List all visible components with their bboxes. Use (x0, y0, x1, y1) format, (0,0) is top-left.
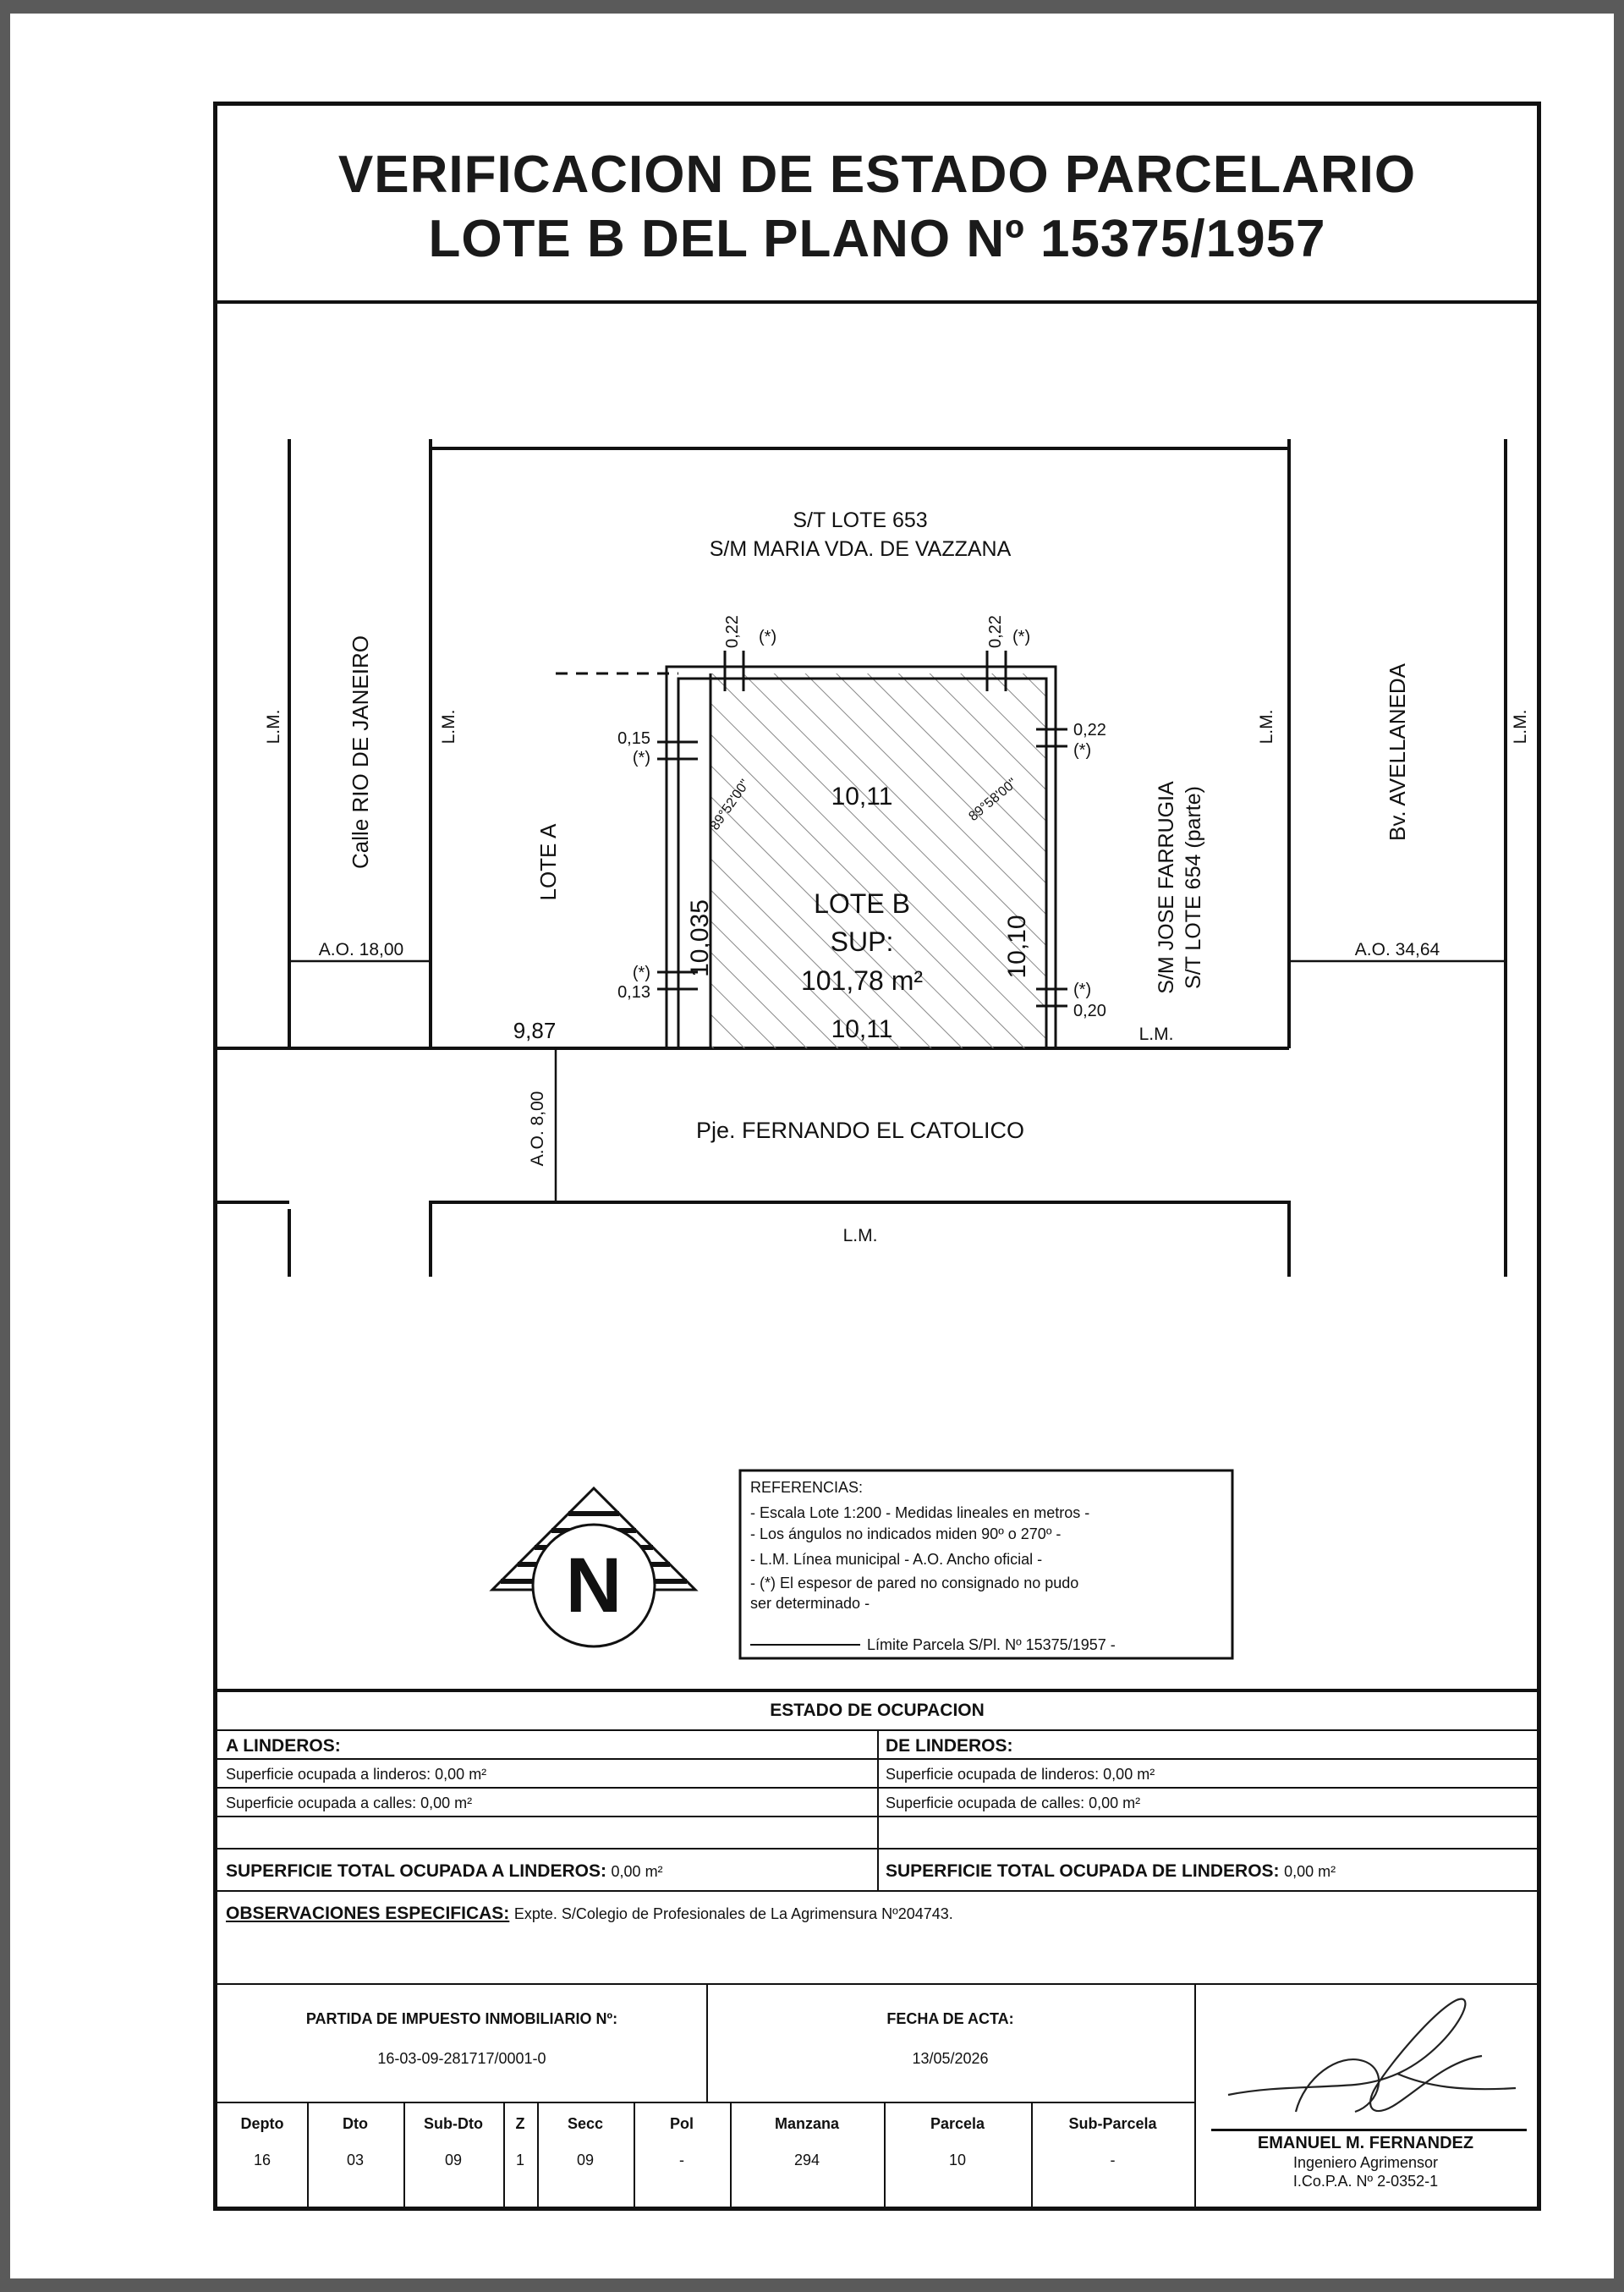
lm-label-west-outer: L.M. (264, 709, 283, 745)
reference-item: - (*) El espesor de pared no consignado no pudo (750, 1575, 1079, 1591)
reference-item: ser determinado - (750, 1595, 870, 1612)
wall-right-top-dim: 0,22 (1073, 721, 1106, 739)
references-title: REFERENCIAS: (750, 1479, 864, 1496)
total-a-label: SUPERFICIE TOTAL OCUPADA A LINDEROS: (226, 1861, 606, 1881)
wall-top-left-dim: 0,22 (723, 615, 742, 648)
cadastre-value: 03 (346, 2152, 365, 2168)
signature-block (1194, 1985, 1537, 2209)
cadastre-col-parcela (884, 2103, 1031, 2209)
cadastre-header: Parcela (930, 2115, 985, 2132)
dim-bottom: 10,11 (831, 1015, 893, 1043)
observaciones-label: OBSERVACIONES ESPECIFICAS: (226, 1904, 510, 1923)
partida-value: 16-03-09-281717/0001-0 (377, 2050, 546, 2067)
lot-b-area: 101,78 m² (800, 965, 924, 996)
ao-west-label: A.O. 18,00 (318, 940, 404, 959)
cadastre-header: Depto (240, 2115, 284, 2132)
cadastre-col-dto (307, 2103, 403, 2209)
wall-right-bottom-dim: 0,20 (1073, 1002, 1106, 1020)
a-linderos-row-2: Superficie ocupada a calles: 0,00 m² (226, 1795, 473, 1811)
document-page (10, 14, 1614, 2278)
dim-left: 10,035 (686, 899, 714, 977)
cadastre-col-subdto (403, 2103, 503, 2209)
cadastre-value: 16 (253, 2152, 272, 2168)
signer-license: I.Co.P.A. Nº 2-0352-1 (1292, 2173, 1439, 2190)
wall-top-right-dim: 0,22 (986, 615, 1005, 648)
wall-left-bottom-dim: 0,13 (617, 983, 650, 1002)
cadastre-value: 09 (576, 2152, 595, 2168)
observaciones (217, 1892, 1537, 1983)
cadastre-col-z (503, 2103, 537, 2209)
cadastre-header: Sub-Dto (424, 2115, 483, 2132)
street-south-label: Pje. FERNANDO EL CATOLICO (695, 1118, 1025, 1143)
signer-name: EMANUEL M. FERNANDEZ (1257, 2134, 1474, 2152)
fecha-value: 13/05/2026 (912, 2050, 989, 2067)
a-linderos-heading: A LINDEROS: (226, 1736, 341, 1756)
cadastre-col-manzana (730, 2103, 884, 2209)
reference-limit-label: Límite Parcela S/Pl. Nº 15375/1957 - (867, 1636, 1116, 1653)
total-de-linderos (877, 1850, 1537, 1890)
a-linderos-row-1: Superficie ocupada a linderos: 0,00 m² (226, 1766, 487, 1783)
de-linderos-row-2: Superficie ocupada de calles: 0,00 m² (886, 1795, 1141, 1811)
cadastre-grid (217, 2103, 1194, 2209)
cadastre-header: Z (515, 2115, 525, 2132)
signer-title: Ingeniero Agrimensor (1292, 2154, 1439, 2171)
total-de-value: 0,00 m² (1284, 1863, 1336, 1880)
lot-b-sup-label: SUP: (830, 926, 894, 957)
wall-left-top-dim: 0,15 (617, 729, 650, 748)
reference-item: - L.M. Línea municipal - A.O. Ancho oficial - (750, 1551, 1043, 1568)
fecha-block (706, 1985, 1194, 2102)
wall-top-right-unknown: (*) (1012, 628, 1031, 646)
street-east-label: Bv. AVELLANEDA (1385, 662, 1410, 842)
wall-left-top-unknown: (*) (632, 749, 650, 767)
ao-east-label: A.O. 34,64 (1354, 940, 1440, 959)
angle-nw: 89°52'00" (707, 777, 753, 833)
dim-right: 10,10 (1003, 915, 1031, 979)
partida-label: PARTIDA DE IMPUESTO INMOBILIARIO Nº: (305, 2010, 618, 2027)
title-line-2: LOTE B DEL PLANO Nº 15375/1957 (428, 210, 1326, 268)
north-letter: N (565, 1542, 623, 1629)
cadastre-value: - (679, 2152, 684, 2168)
ao-south-label: A.O. 8,00 (528, 1091, 547, 1167)
lot-b-name: LOTE B (814, 888, 910, 919)
lm-label-west-inner: L.M. (439, 709, 458, 745)
lot-a-label: LOTE A (535, 823, 561, 901)
de-linderos-heading: DE LINDEROS: (886, 1736, 1013, 1756)
lm-label-east-inner: L.M. (1257, 709, 1276, 745)
cadastre-col-depto (217, 2103, 307, 2209)
cadastre-value: 09 (444, 2152, 463, 2168)
total-de-label: SUPERFICIE TOTAL OCUPADA DE LINDEROS: (886, 1861, 1280, 1881)
north-lot-label-1: S/T LOTE 653 (793, 508, 928, 532)
occupation-header: ESTADO DE OCUPACION (770, 1701, 985, 1720)
lm-label-south: L.M. (1138, 1025, 1174, 1044)
partida-block (217, 1985, 706, 2102)
reference-item: - Los ángulos no indicados miden 90º o 270º - (750, 1525, 1062, 1542)
title-block (217, 106, 1537, 304)
total-a-linderos (217, 1850, 877, 1890)
reference-item: - Escala Lote 1:200 - Medidas lineales en metros - (750, 1504, 1090, 1521)
cadastre-header: Manzana (774, 2115, 840, 2132)
wall-right-bottom-unknown: (*) (1073, 981, 1092, 999)
handwritten-signature (1194, 1985, 1528, 2137)
cadastre-header: Dto (343, 2115, 368, 2132)
cadastre-col-subparcela (1031, 2103, 1194, 2209)
cadastre-value: 1 (515, 2152, 524, 2168)
observaciones-text: Expte. S/Colegio de Profesionales de La Agrimensura Nº204743. (513, 1905, 953, 1922)
wall-top-left-unknown: (*) (759, 628, 777, 646)
cadastre-col-pol (634, 2103, 730, 2209)
east-lot-label-1: S/M JOSE FARRUGIA (1155, 781, 1178, 994)
cadastre-header: Sub-Parcela (1068, 2115, 1157, 2132)
corner-distance-label: 9,87 (513, 1018, 557, 1043)
fecha-label: FECHA DE ACTA: (886, 2010, 1014, 2027)
cadastre-value: - (1110, 2152, 1116, 2168)
plan-sheet (213, 102, 1541, 2211)
title-line-1: VERIFICACION DE ESTADO PARCELARIO (337, 146, 1417, 204)
cadastre-value: 294 (793, 2152, 820, 2168)
north-arrow-icon (492, 1488, 695, 1646)
de-linderos-row-1: Superficie ocupada de linderos: 0,00 m² (886, 1766, 1155, 1783)
cadastre-header: Secc (567, 2115, 604, 2132)
cadastre-header: Pol (669, 2115, 694, 2132)
wall-left-bottom-unknown: (*) (632, 964, 650, 982)
cadastre-col-secc (537, 2103, 634, 2209)
cadastre-value: 10 (948, 2152, 967, 2168)
total-a-value: 0,00 m² (611, 1863, 663, 1880)
occupation-table (217, 1689, 1537, 2209)
lm-label-south-opposite: L.M. (842, 1226, 878, 1245)
north-lot-label-2: S/M MARIA VDA. DE VAZZANA (709, 537, 1012, 561)
angle-ne: 89°58'00" (966, 776, 1020, 825)
wall-right-top-unknown: (*) (1073, 741, 1092, 760)
lm-label-east-outer: L.M. (1511, 709, 1530, 745)
references-box (740, 1470, 1232, 1658)
street-west-label: Calle RIO DE JANEIRO (348, 635, 373, 869)
parcel-plan-drawing (217, 304, 1537, 1689)
dim-top: 10,11 (831, 783, 893, 811)
east-lot-label-2: S/T LOTE 654 (parte) (1182, 786, 1205, 989)
